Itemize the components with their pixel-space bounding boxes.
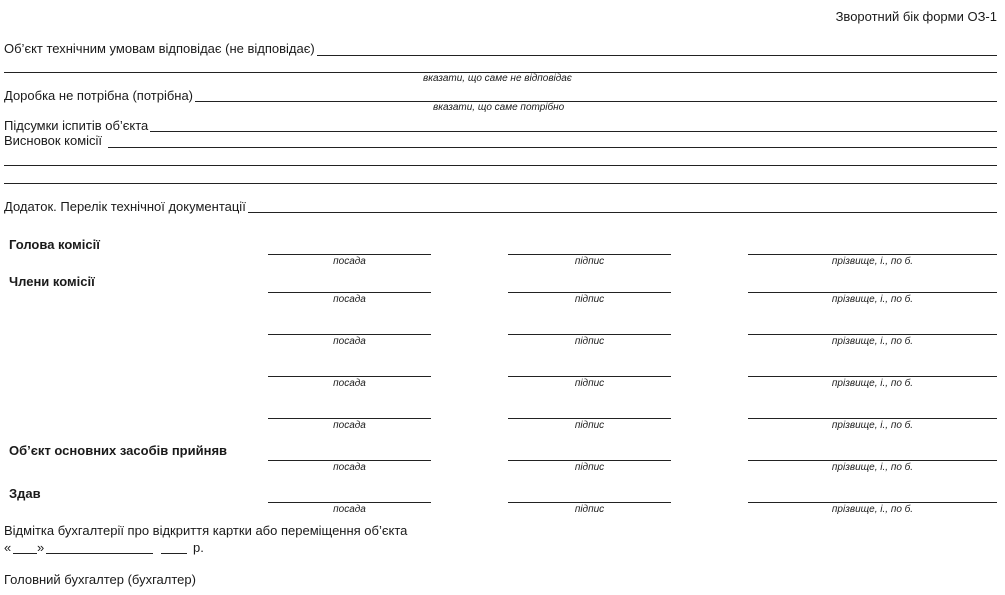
date-day-field[interactable] [13,553,37,554]
handed-over-signature-field[interactable] [508,502,671,503]
conclusion-label: Висновок комісії [4,133,108,148]
member-4-signature-caption: підпис [574,420,605,431]
accepted-signature-field[interactable] [508,460,671,461]
chairman-full-name-caption: прізвище, і., по б. [831,256,914,267]
rework-hint: вказати, що саме потрібно [433,102,565,113]
member-2-signature-field[interactable] [508,334,671,335]
date-open-quote: « [4,540,12,555]
member-1-signature-caption: підпис [574,294,605,305]
compliance-label: Об’єкт технічним умовам відповідає (не відповідає) [4,41,315,56]
test-results-underline[interactable] [4,131,997,132]
chairman-position-caption: посада [333,256,366,267]
member-2-full-name-caption: прізвище, і., по б. [831,336,914,347]
form-label: Зворотний бік форми ОЗ-1 [835,9,997,24]
conclusion-line-2[interactable] [4,165,997,166]
member-2-position-field[interactable] [268,334,431,335]
chairman-signature-field[interactable] [508,254,671,255]
member-2-position-caption: посада [333,336,366,347]
handed-over-signature-caption: підпис [574,504,605,515]
member-2-full-name-field[interactable] [748,334,997,335]
handed-over-label: Здав [9,486,41,501]
member-4-position-caption: посада [333,420,366,431]
member-4-signature-field[interactable] [508,418,671,419]
member-1-position-field[interactable] [268,292,431,293]
conclusion-line-3[interactable] [4,183,997,184]
member-3-signature-field[interactable] [508,376,671,377]
member-1-position-caption: посада [333,294,366,305]
chairman-full-name-field[interactable] [748,254,997,255]
member-1-full-name-caption: прізвище, і., по б. [831,294,914,305]
chief-accountant-label: Головний бухгалтер (бухгалтер) [4,572,196,587]
accepted-full-name-field[interactable] [748,460,997,461]
compliance-hint: вказати, що саме не відповідає [423,73,572,84]
date-close-quote: » [37,540,45,555]
handed-over-position-caption: посада [333,504,366,515]
rework-label: Доробка не потрібна (потрібна) [4,88,194,103]
accounting-note: Відмітка бухгалтерії про відкриття картки або переміщення об’єкта [4,523,408,538]
handed-over-position-field[interactable] [268,502,431,503]
member-1-signature-field[interactable] [508,292,671,293]
member-1-full-name-field[interactable] [748,292,997,293]
chairman-position-field[interactable] [268,254,431,255]
handed-over-full-name-caption: прізвище, і., по б. [831,504,914,515]
accepted-position-caption: посада [333,462,366,473]
date-year-suffix: р. [193,540,204,555]
member-4-full-name-caption: прізвище, і., по б. [831,420,914,431]
handed-over-full-name-field[interactable] [748,502,997,503]
accepted-full-name-caption: прізвище, і., по б. [831,462,914,473]
date-month-field[interactable] [46,553,153,554]
member-4-full-name-field[interactable] [748,418,997,419]
accepted-position-field[interactable] [268,460,431,461]
chairman-label: Голова комісії [9,237,100,252]
member-3-position-field[interactable] [268,376,431,377]
member-3-full-name-caption: прізвище, і., по б. [831,378,914,389]
conclusion-underline[interactable] [4,147,997,148]
chairman-signature-caption: підпис [574,256,605,267]
member-3-signature-caption: підпис [574,378,605,389]
test-results-label: Підсумки іспитів об’єкта [4,118,149,133]
member-4-position-field[interactable] [268,418,431,419]
members-label: Члени комісії [9,274,95,289]
accepted-signature-caption: підпис [574,462,605,473]
accepted-label: Об’єкт основних засобів прийняв [9,443,228,458]
date-year-field[interactable] [161,553,187,554]
member-3-full-name-field[interactable] [748,376,997,377]
member-2-signature-caption: підпис [574,336,605,347]
appendix-label: Додаток. Перелік технічної документації [4,199,246,214]
member-3-position-caption: посада [333,378,366,389]
